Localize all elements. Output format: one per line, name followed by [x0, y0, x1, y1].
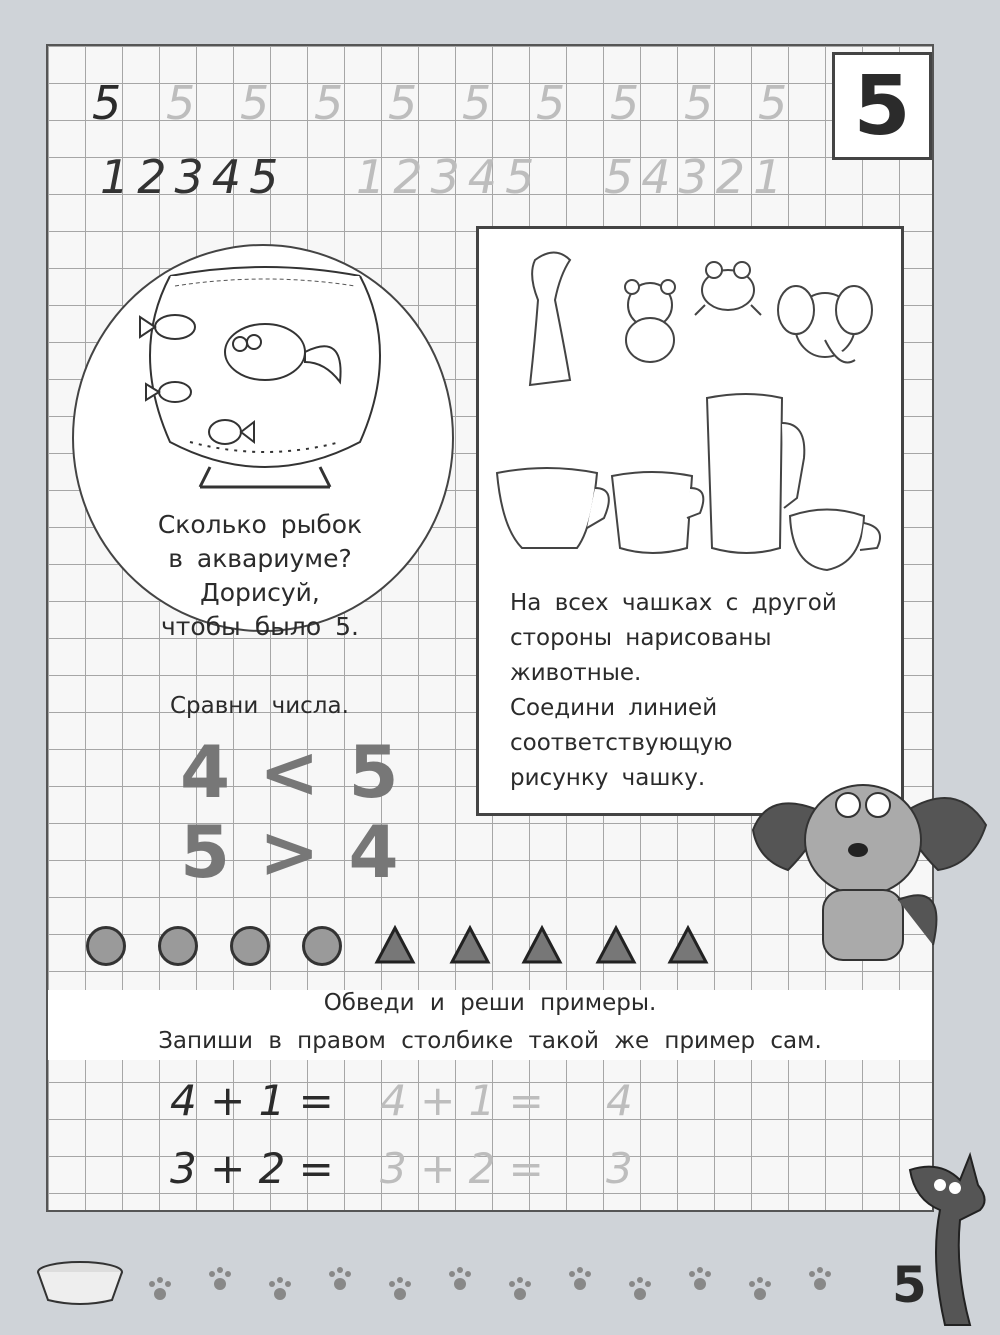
- example-2-hint: 3: [606, 1144, 633, 1193]
- example-1-solid: 4 + 1 =: [170, 1076, 334, 1125]
- fish-task-line: Дорисуй,: [200, 578, 320, 607]
- cups-task-line: Соедини линией: [510, 695, 718, 721]
- circle-shape: [158, 926, 198, 966]
- trace-digit: 5: [92, 76, 122, 130]
- cup-icon: [612, 472, 703, 553]
- trace-digit: 5: [314, 76, 344, 130]
- page-number: 5: [892, 1256, 927, 1314]
- sequence-reversed: 54321: [604, 150, 791, 204]
- cups-task-line: соответствующую: [510, 730, 733, 756]
- circle-shape: [230, 926, 270, 966]
- cups-task-line: животные.: [510, 660, 642, 686]
- trace-digit: 5: [758, 76, 788, 130]
- triangle-shape: [524, 928, 560, 962]
- frog-icon: [695, 262, 761, 315]
- trace-digit: 5: [388, 76, 418, 130]
- meerkat-icon: [530, 253, 570, 386]
- fish-task-line: чтобы было 5.: [161, 612, 359, 641]
- circle-shape: [86, 926, 126, 966]
- cup-icon: [497, 468, 609, 548]
- trace-digit: 5: [684, 76, 714, 130]
- example-1-hint: 4: [606, 1076, 633, 1125]
- sequence-traced: 12345: [356, 150, 543, 204]
- trace-digit: 5: [462, 76, 492, 130]
- instruction-line-2: Запиши в правом столбике такой же пример сам.: [158, 1028, 822, 1054]
- trace-digit: 5: [610, 76, 640, 130]
- triangle-shape: [452, 928, 488, 962]
- fish-task-line: Сколько рыбок: [157, 510, 363, 539]
- bear-icon: [625, 280, 675, 362]
- mug-icon: [707, 394, 804, 553]
- circle-shape: [302, 926, 342, 966]
- instruction-line-1: Обведи и реши примеры.: [323, 990, 657, 1016]
- examples-instruction: [48, 984, 932, 1060]
- trace-row: [92, 76, 832, 130]
- cups-illustration: [492, 388, 892, 578]
- sequence-solid: 12345: [100, 150, 287, 204]
- triangle-shape: [598, 928, 634, 962]
- triangle-shape: [670, 928, 706, 962]
- trace-digit: 5: [536, 76, 566, 130]
- trace-digit: 5: [240, 76, 270, 130]
- page-badge: 5: [832, 52, 932, 160]
- example-2-solid: 3 + 2 =: [170, 1144, 334, 1193]
- cups-task-text: [510, 586, 890, 796]
- example-2-traced: 3 + 2 =: [380, 1144, 544, 1193]
- triangle-shape: [377, 928, 413, 962]
- aquarium-illustration: [130, 262, 400, 502]
- fish-task-text: [135, 508, 385, 644]
- bowl-icon: [30, 1258, 130, 1308]
- compare-line-1: 4 < 5: [180, 730, 401, 814]
- cups-task-line: рисунку чашку.: [510, 765, 706, 791]
- fish-task-line: в аквариуме?: [168, 544, 352, 573]
- animals-illustration: [500, 240, 890, 400]
- compare-line-2: 5 > 4: [180, 810, 401, 894]
- cups-task-line: На всех чашках с другой: [510, 590, 837, 616]
- compare-label: Сравни числа.: [170, 693, 349, 719]
- triangle-row: [372, 924, 722, 966]
- elephant-icon: [778, 286, 872, 363]
- trace-digit: 5: [166, 76, 196, 130]
- cups-task-line: стороны нарисованы: [510, 625, 772, 651]
- dog-illustration: [748, 770, 988, 970]
- example-1-traced: 4 + 1 =: [380, 1076, 544, 1125]
- cup-icon: [790, 510, 880, 571]
- paw-prints: [140, 1264, 860, 1314]
